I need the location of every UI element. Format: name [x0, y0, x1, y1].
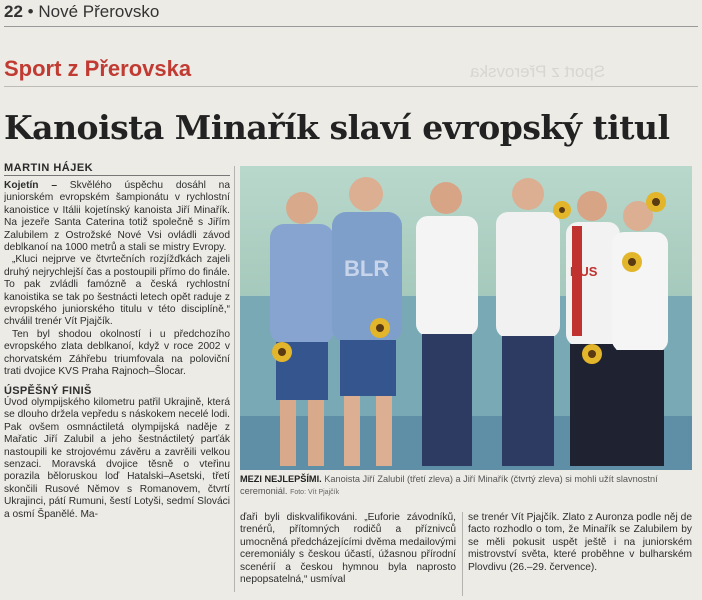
article-column-3 — [468, 512, 692, 598]
paragraph-4: Úvod olympijského kilometru patřil Ukrajině, která se dlouho držela vepředu s náskokem necelé lodi. Pak ovšem osmnáctiletá olympijská naděje z Mařatic Jiří Zalubil a jeho šestnáctiletý parťák nastoupili ke strojovému závěru a zavrěili velkou senzaci. Moravská dvojice těsně o vteřinu porazila běloruskou loď Hatalski–Asetski, třetí skončili Rusové Němov s Romanovem, čtvrtí Ukrajinci, pátí Rumuni, šestí Lotyši, sedmí Slováci a osmí Španělé. Ma- — [4, 396, 230, 520]
paragraph-5: ďaři byli diskvalifikováni. „Euforie závodníků, trenérů, přítomných rodičů a příznivců umocněná předcházejícími dvěma medailovými ceremoniály s českou účastí, úžasnou přírodní scenérií a českou hymnou byla naprosto nepopsatelná,“ usmíval — [240, 512, 456, 586]
header-rule — [4, 26, 698, 27]
podium-photo — [240, 166, 692, 470]
publication-name: Nové Přerovsko — [38, 2, 160, 21]
photo-caption — [240, 474, 692, 498]
header-bullet: • — [27, 2, 34, 21]
article-column-2 — [240, 512, 456, 598]
subheading: ÚSPĚŠNÝ FINIŠ — [4, 384, 92, 397]
athlete-3 — [416, 182, 478, 466]
page-header — [4, 2, 159, 22]
author-byline: MARTIN HÁJEK — [4, 162, 94, 174]
section-title: Sport z Přerovska — [4, 56, 192, 81]
bleed-through-section: Sport z Přerovska — [470, 62, 606, 81]
paragraph-1: Kojetín – Skvělého úspěchu dosáhl na juniorském evropském šampionátu v rychlostní kanoistice v Itálii kojetínský kanoista Jiří Minařík. Na jezeře Santa Caterina totiž společně s Jiřím Zalubilem z Ostrožské Nové Vsi ovládli závod deblkanoí na 1000 metrů a stali se mistry Evropy. — [4, 180, 230, 254]
bib-label-2: BLR — [344, 256, 390, 281]
article-column-1 — [4, 180, 230, 592]
paragraph-2: „Kluci nejprve ve čtvrtečních rozjížďkách zajeli druhý nejrychlejší čas a postoupili přímo do finále. To pak zvládli famózně a česká rychlostní kanoistika se tak po šestnácti letech opět raduje z evropského juniorského titulu v této disciplíně,“ chválil trenér Vít Pjajčík. — [4, 254, 230, 328]
dateline: Kojetín – — [4, 180, 57, 191]
bib-label-3: RUS — [570, 264, 598, 279]
column-divider-2 — [462, 512, 463, 596]
paragraph-6: se trenér Vít Pjajčík. Zlato z Auronza podle něj de facto rozhodlo o tom, že Minařík se Zalubilem by se měli pokusit uspět ještě i na juniorském mistrovství světa, které proběhne v bulharském Plovdivu (26.–29. července). — [468, 512, 692, 573]
athlete-6 — [612, 201, 668, 466]
page-number: 22 — [4, 2, 23, 21]
column-divider-1 — [234, 166, 235, 592]
athlete-4 — [496, 178, 560, 466]
athlete-5 — [566, 191, 620, 466]
paragraph-3: Ten byl shodou okolností i u předchozího evropského zlata deblkanoí, když v roce 2002 v chorvatském Záhřebu triumfovala na poloviční trati dvojice KVS Praha Rajnoch–Šlocar. — [4, 328, 230, 378]
section-rule — [4, 86, 698, 87]
caption-text: Kanoista Jiří Zalubil (třetí zleva) a Jiří Minařík (čtvrtý zleva) si mohli užít slavnostní ceremoniál. — [240, 474, 658, 496]
byline-rule — [4, 175, 230, 176]
caption-lead: MEZI NEJLEPŠÍMI. — [240, 474, 322, 484]
photo-illustration — [240, 166, 692, 470]
article-headline: Kanoista Minařík slaví evropský titul — [4, 108, 670, 147]
photo-credit: Foto: Vít Pjajčík — [290, 488, 340, 496]
